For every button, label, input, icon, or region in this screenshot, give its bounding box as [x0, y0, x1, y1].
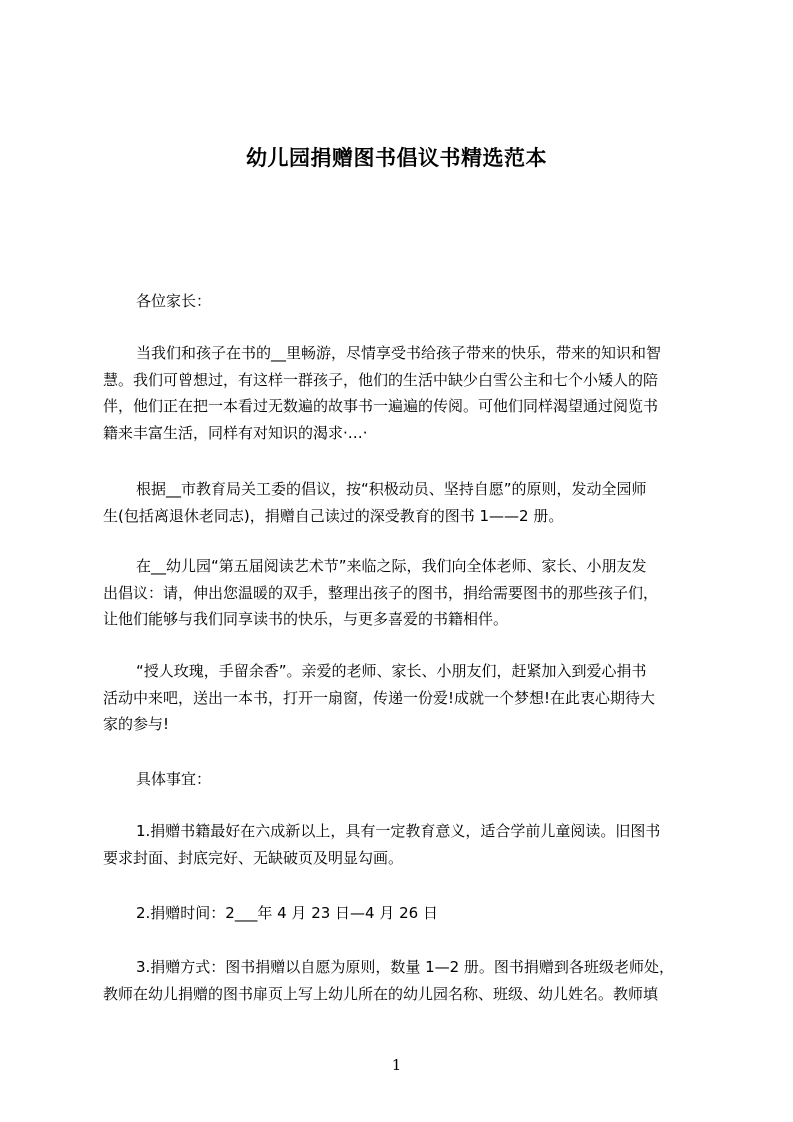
paragraph-1 — [103, 340, 701, 446]
detail-item-line: 2.捐赠时间：2___年 4 月 23 日—4 月 26 日 — [136, 904, 438, 922]
detail-item-line: 3.捐赠方式：图书捐赠以自愿为原则，数量 1—2 册。图书捐赠到各班级老师处， — [136, 958, 674, 976]
paragraph-2 — [103, 476, 701, 529]
paragraph-4 — [103, 658, 701, 738]
greeting-line: 各位家长： — [136, 292, 212, 310]
paragraph-3 — [103, 553, 701, 633]
paragraph-line: 生(包括离退休老同志)，捐赠自己读过的深受教育的图书 1——2 册。 — [103, 506, 564, 525]
greeting — [103, 288, 701, 315]
paragraph-line: 家的参与! — [103, 715, 170, 733]
detail-item-line: 教师在幼儿捐赠的图书扉页上写上幼儿所在的幼儿园名称、班级、幼儿姓名。教师填 — [103, 984, 659, 1003]
paragraph-line: 出倡议：请，伸出您温暖的双手，整理出孩子的图书，捐给需要图书的那些孩子们， — [103, 583, 659, 602]
page-number: 1 — [391, 1056, 402, 1074]
page-title: 幼儿园捐赠图书倡议书精选范本 — [246, 146, 547, 170]
paragraph-line: 活动中来吧，送出一本书，打开一扇窗，传递一份爱!成就一个梦想!在此衷心期待大 — [103, 688, 656, 707]
details-heading-line: 具体事宜： — [136, 770, 212, 788]
paragraph-line: 当我们和孩子在书的__里畅游，尽情享受书给孩子带来的快乐，带来的知识和智 — [136, 344, 662, 362]
detail-item-3 — [103, 954, 701, 1007]
detail-item-2 — [103, 900, 701, 927]
paragraph-line: 伴，他们正在把一本看过无数遍的故事书一遍遍的传阅。可他们同样渴望通过阅览书 — [103, 397, 659, 415]
paragraph-line: 在__幼儿园“第五届阅读艺术节”来临之际，我们向全体老师、家长、小朋友发 — [136, 557, 647, 575]
detail-item-line: 要求封面、封底完好、无缺破页及明显勾画。 — [103, 848, 404, 867]
paragraph-line: “授人玫瑰，手留余香”。亲爱的老师、家长、小朋友们，赶紧加入到爱心捐书 — [136, 662, 647, 680]
detail-item-line: 1.捐赠书籍最好在六成新以上，具有一定教育意义，适合学前儿童阅读。旧图书 — [136, 822, 661, 840]
paragraph-line: 籍来丰富生活，同样有对知识的渴求·…· — [103, 423, 368, 442]
paragraph-line: 根据__市教育局关工委的倡议，按“积极动员、坚持自愿”的原则，发动全园师 — [136, 480, 647, 498]
detail-item-1 — [103, 818, 701, 871]
details-heading — [103, 766, 701, 793]
paragraph-line: 让他们能够与我们同享读书的快乐，与更多喜爱的书籍相伴。 — [103, 610, 509, 628]
paragraph-line: 慧。我们可曾想过，有这样一群孩子，他们的生活中缺少白雪公主和七个小矮人的陪 — [103, 370, 659, 389]
